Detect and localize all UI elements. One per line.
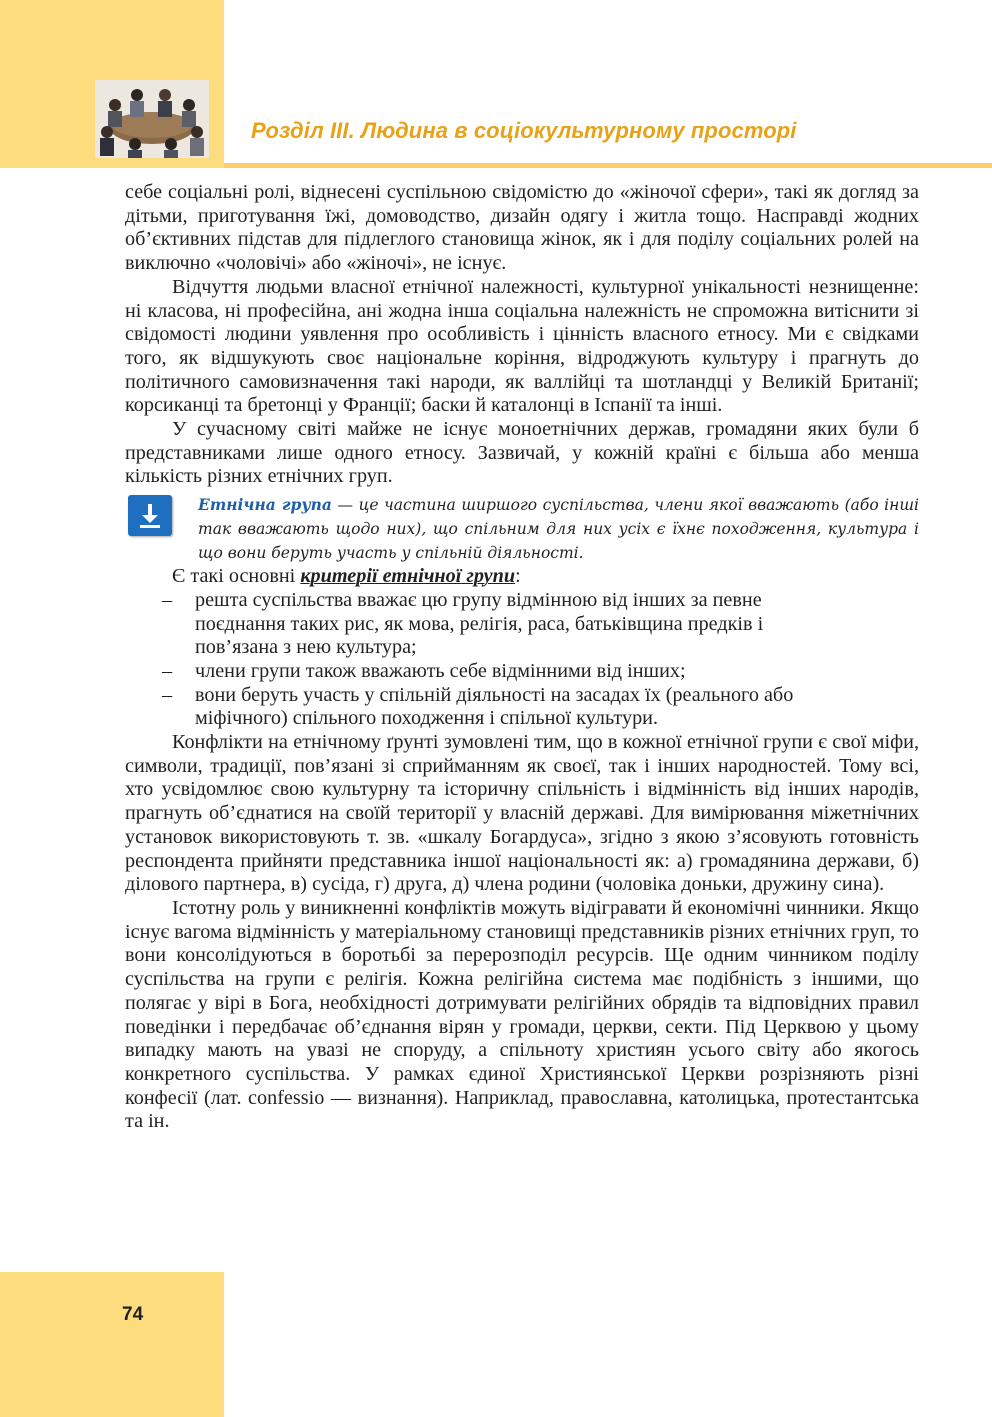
definition-box <box>125 493 919 565</box>
section-title: Розділ III. Людина в соціокультурному просторі <box>251 118 797 143</box>
criteria-intro-text: Є такі основні <box>172 565 301 588</box>
criteria-colon: : <box>515 565 521 588</box>
criteria-term: критерії етнічної групи <box>300 565 516 588</box>
list-item <box>125 684 919 731</box>
list-bullet: – <box>162 588 173 611</box>
header-divider <box>224 163 992 168</box>
page-number: 74 <box>122 1304 144 1325</box>
footer-color-band <box>0 1272 224 1417</box>
list-item-text: члени групи також вважають себе відмінними від інших; <box>195 659 686 682</box>
paragraph: себе соціальні ролі, віднесені суспільною свідомістю до «жіночої сфери», такі як догляд за дітьми, приготування їжі, домоводство, дизайн одягу і житла тощо. Насправді жодних об’єктивних підстав для підлеглого становища жінок, як і для поділу соціальних ролей на виключно «чоловічі» або «жіночі», не існує. <box>125 181 919 275</box>
paragraph: Конфлікти на етнічному ґрунті зумовлені тим, що в кожної етнічної групи є свої міфи, символи, традиції, пов’язані зі сприйманням як своєї, так і інших народностей. Тому всі, хто усвідомлює свою культурну та історичну спільність і відмінність від інших народів, прагнуть об’єднатися на своїй території у власній державі. Для вимірювання міжетнічних установок використовують т. зв. «шкалу Богардуса», згідно з якою з’ясовують готовність респондента прийняти представника іншої національності як: а) громадянина держави, б) ділового партнера, в) сусіда, г) друга, д) члена родини (чоловіка доньки, дружину сина). <box>125 731 919 896</box>
list-item-text: решта суспільства вважає цю групу відмінною від інших за певне поєднання таких рис, як мова, релігія, раса, батьківщина предків і пов’язана з нею культура; <box>195 588 764 659</box>
paragraph: У сучасному світі майже не існує моноетнічних держав, громадяни яких були б представниками лише одного етносу. Зазвичай, у кожній країні є більша або менша кількість різних етнічних груп. <box>125 418 919 488</box>
download-arrow-icon <box>128 495 172 536</box>
round-table-meeting-illustration <box>95 80 209 158</box>
page-body <box>125 181 919 1134</box>
list-item <box>125 589 919 660</box>
paragraph: Відчуття людьми власної етнічної належності, культурної унікальності незнищенне: ні класова, ні професійна, ані жодна інша соціальна належність не спроможна витіснити зі свідомості людини уявлення про особливість і цінність власного етносу. Ми є свідками того, як відшукують своє національне коріння, відроджують культуру і прагнуть до політичного самовизначення такі народи, як валлійці та шотландці у Великій Британії; корсиканці та бретонці у Франції; баски й каталонці в Іспанії та інші. <box>125 275 919 417</box>
list-bullet: – <box>162 683 173 706</box>
criteria-intro <box>125 565 919 589</box>
list-bullet: – <box>162 659 173 682</box>
list-item <box>125 660 919 684</box>
list-item-text: вони беруть участь у спільній діяльності на засадах їх (реального або міфічного) спільного походження і спільної культури. <box>195 683 794 730</box>
definition-text: — це частина ширшого суспільства, члени якої вважають (або інші так вважають щодо них), що спільним для них усіх є їхнє походження, культура і що вони беруть участь у спільній діяльності. <box>198 496 919 563</box>
criteria-list <box>125 589 919 731</box>
definition-term: Етнічна група <box>198 495 332 515</box>
paragraph: Істотну роль у виникненні конфліктів можуть відігравати й економічні чинники. Якщо існує вагома відмінність у матеріальному становищі представників різних етнічних груп, то вони консолідуються в боротьбі за перерозподіл ресурсів. Ще одним чинником поділу суспільства на групи є релігія. Кожна релігійна система має подібність з іншими, що полягає у вірі в Бога, необхідності дотримувати релігійних обрядів та відповідних правил поведінки і передбачає об’єднання вірян у громади, церкви, секти. Під Церквою у цьому випадку мають на увазі не споруду, а спільноту християн усього світу або якогось конкретного суспільства. У рамках єдиної Християнської Церкви розрізняють різні конфесії (лат. confessio — визнання). Наприклад, православна, католицька, протестантська та ін. <box>125 896 919 1133</box>
